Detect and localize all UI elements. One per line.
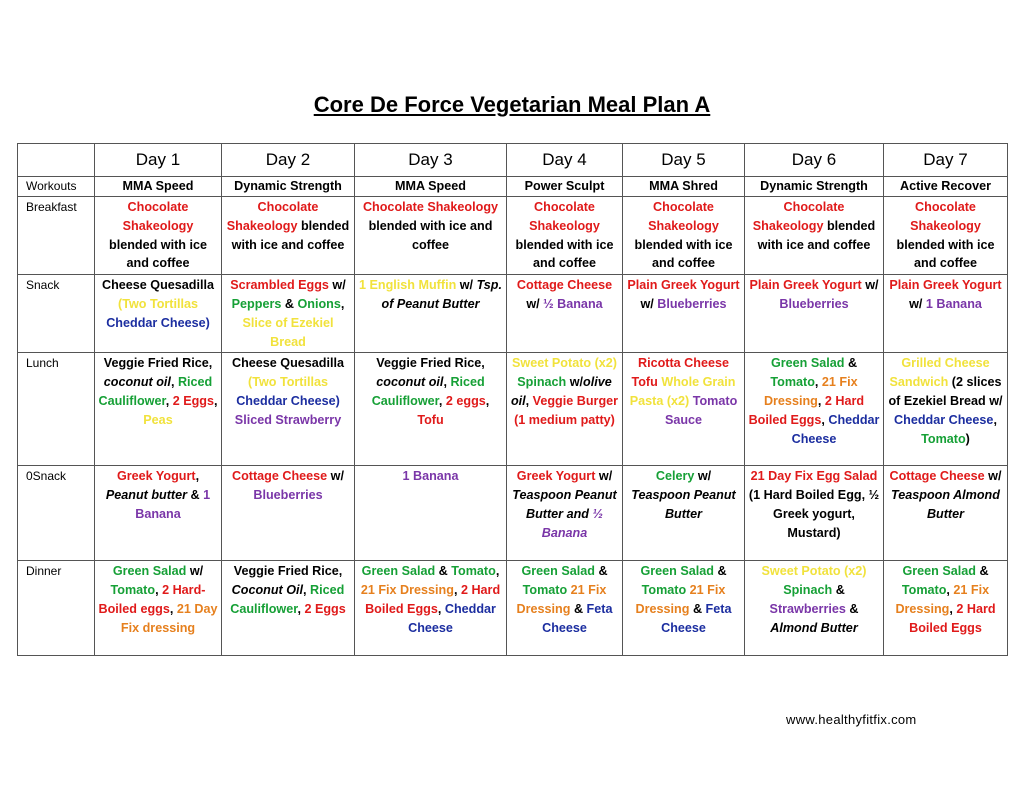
food-item: Sweet Potato (x2): [512, 356, 617, 371]
food-item: Blueberries: [253, 488, 323, 503]
meal-cell: [884, 275, 1008, 353]
food-item: 21 Fix Dressing: [516, 583, 607, 616]
food-item: ,: [814, 375, 822, 390]
food-item: w/: [526, 296, 544, 311]
food-item: &: [845, 601, 859, 616]
snack-row: [18, 275, 1008, 353]
food-item: Strawberries: [769, 601, 846, 616]
food-item: 21 Day Fix Egg Salad: [750, 469, 878, 484]
dinner-row: [18, 561, 1008, 656]
food-item: Tomato: [901, 583, 947, 598]
meal-cell: [884, 353, 1008, 466]
page-title: Core De Force Vegetarian Meal Plan A: [313, 92, 711, 117]
food-item: ,: [213, 393, 218, 408]
workout-cell: MMA Speed: [355, 177, 507, 197]
row-label: 0Snack: [18, 466, 95, 561]
food-item: Cheddar Cheese: [894, 412, 994, 427]
food-item: Riced Cauliflower: [230, 583, 345, 616]
meal-cell: [507, 353, 623, 466]
meal-cell: [95, 353, 222, 466]
food-item: Cheese Quesadilla: [102, 278, 214, 293]
food-item: Feta Cheese: [542, 601, 613, 635]
food-item: w/: [861, 278, 879, 293]
food-item: ,: [443, 375, 451, 390]
food-item: Celery: [655, 469, 695, 484]
food-item: blended with ice and coffee: [368, 218, 493, 252]
food-item: Tomato: [921, 431, 966, 446]
food-item: Green Salad: [640, 564, 714, 579]
food-item: &: [187, 488, 204, 503]
food-item: ,: [303, 583, 311, 598]
meal-cell: [222, 561, 355, 656]
food-item: Tomato: [522, 583, 568, 598]
food-item: 2 Hard Boiled Eggs: [365, 583, 501, 616]
food-item: 1 English Muffin: [359, 278, 457, 293]
food-item: Plain Greek Yogurt: [889, 278, 1002, 293]
food-item: Plain Greek Yogurt: [749, 278, 862, 293]
meal-cell: [884, 466, 1008, 561]
food-item: Ricotta Cheese Tofu: [631, 356, 729, 390]
day-header: Day 5: [623, 144, 745, 177]
food-item: Blueberries: [779, 296, 849, 311]
food-item: ½ Banana: [543, 296, 603, 311]
food-item: 2 Hard-Boiled eggs: [98, 583, 206, 616]
meal-cell: [507, 466, 623, 561]
food-item: coconut oil: [103, 375, 171, 390]
food-item: Tomato: [451, 564, 496, 579]
meal-cell: [745, 353, 884, 466]
food-item: 21 Day Fix dressing: [120, 601, 218, 635]
food-item: Cottage Cheese: [232, 469, 328, 484]
food-item: w/: [456, 278, 477, 293]
food-item: Tomato: [110, 583, 156, 598]
food-item: (Two Tortillas: [118, 296, 198, 311]
food-item: w/: [595, 469, 613, 484]
food-item: ,: [437, 601, 445, 616]
meal-cell: [623, 197, 745, 275]
food-item: ,: [821, 412, 829, 427]
food-item: Greek Yogurt: [516, 469, 596, 484]
food-item: Feta Cheese: [661, 601, 732, 635]
workout-cell: Active Recover: [884, 177, 1008, 197]
food-item: Almond Butter: [770, 620, 858, 635]
meal-cell: [507, 197, 623, 275]
food-item: 21 Fix Dressing: [763, 375, 858, 408]
meal-cell: [745, 275, 884, 353]
food-item: ): [965, 431, 970, 446]
food-item: Cheddar Cheese: [408, 601, 496, 635]
meal-cell: [355, 197, 507, 275]
food-item: Sliced Strawberry: [234, 412, 342, 427]
food-item: ,: [485, 393, 490, 408]
day-header: Day 3: [355, 144, 507, 177]
meal-cell: [745, 197, 884, 275]
meal-cell: [222, 466, 355, 561]
food-item: &: [713, 564, 727, 579]
food-item: blended with ice and coffee: [515, 237, 614, 271]
meal-cell: [95, 561, 222, 656]
food-item: 2 eggs: [445, 393, 486, 408]
food-item: Tsp. of Peanut Butter: [381, 278, 502, 311]
food-item: ,: [946, 583, 954, 598]
food-item: ,: [949, 601, 957, 616]
food-item: Onions: [297, 296, 341, 311]
food-item: Chocolate Shakeology: [648, 200, 719, 233]
row-label: Snack: [18, 275, 95, 353]
food-item: Chocolate Shakeology: [226, 200, 319, 233]
food-item: Chocolate Shakeology: [122, 200, 194, 233]
food-item: Spinach: [517, 375, 567, 390]
workout-cell: MMA Shred: [623, 177, 745, 197]
meal-plan-table: [17, 143, 1008, 656]
food-item: w/: [327, 469, 344, 484]
meal-cell: [623, 466, 745, 561]
food-item: Teaspoon Peanut Butter: [631, 488, 736, 521]
food-item: ,: [170, 375, 178, 390]
snack2-row: [18, 466, 1008, 561]
food-item: Cheese Quesadilla: [232, 356, 344, 371]
meal-cell: [95, 197, 222, 275]
food-item: Tofu: [417, 412, 444, 427]
food-item: Plain Greek Yogurt: [627, 278, 740, 293]
food-item: w/: [984, 469, 1002, 484]
food-item: ,: [453, 583, 461, 598]
lunch-row: [18, 353, 1008, 466]
food-item: Veggie Fried Rice,: [103, 356, 213, 371]
food-item: w/: [909, 296, 926, 311]
meal-cell: [623, 353, 745, 466]
food-item: olive oil: [510, 375, 612, 408]
food-item: Green Salad: [112, 564, 187, 579]
food-item: &: [689, 601, 706, 616]
food-item: Slice of Ezekiel Bread: [242, 315, 334, 349]
food-item: Whole Grain Pasta (x2): [629, 375, 736, 408]
food-item: Veggie Fried Rice,: [233, 564, 343, 579]
meal-cell: [355, 353, 507, 466]
food-item: 21 Fix Dressing: [360, 583, 454, 598]
food-item: w/: [694, 469, 712, 484]
row-label: Breakfast: [18, 197, 95, 275]
food-item: 1 Banana: [925, 296, 982, 311]
food-item: Peas: [143, 412, 173, 427]
corner-cell: [18, 144, 95, 177]
food-item: Cottage Cheese: [889, 469, 985, 484]
day-header: Day 4: [507, 144, 623, 177]
food-item: Cottage Cheese: [516, 278, 613, 293]
food-item: Peppers: [231, 296, 282, 311]
food-item: &: [570, 601, 587, 616]
food-item: blended with ice and coffee: [231, 218, 350, 252]
food-item: Veggie Fried Rice,: [376, 356, 485, 371]
workout-cell: Power Sculpt: [507, 177, 623, 197]
food-item: &: [435, 564, 452, 579]
food-item: (Two Tortillas: [248, 375, 328, 390]
food-item: Teaspoon Peanut Butter: [512, 488, 617, 521]
food-item: Sweet Potato (x2): [761, 564, 867, 579]
food-item: ,: [195, 469, 200, 484]
meal-cell: [507, 275, 623, 353]
food-item: Chocolate Shakeology: [910, 200, 981, 233]
workouts-row: [18, 177, 1008, 197]
row-label: Workouts: [18, 177, 95, 197]
meal-cell: [95, 275, 222, 353]
food-item: Green Salad: [361, 564, 436, 579]
food-item: Riced Cauliflower: [371, 375, 485, 408]
day-header: Day 1: [95, 144, 222, 177]
workout-cell: Dynamic Strength: [745, 177, 884, 197]
food-item: ,: [495, 564, 500, 579]
meal-cell: [745, 561, 884, 656]
food-item: ,: [993, 412, 997, 427]
food-item: 1 Banana: [402, 469, 459, 484]
food-item: (2 slices of Ezekiel Bread w/: [888, 375, 1003, 408]
food-item: blended with ice and coffee: [896, 237, 995, 271]
food-item: ,: [817, 393, 825, 408]
food-item: Green Salad: [902, 564, 976, 579]
food-item: Chocolate Shakeology: [362, 200, 499, 214]
food-item: Scrambled Eggs: [230, 278, 329, 293]
meal-cell: [623, 561, 745, 656]
food-item: &: [832, 583, 845, 598]
food-item: Cheddar Cheese: [791, 412, 880, 446]
breakfast-row: [18, 197, 1008, 275]
food-item: blended with ice and coffee: [757, 218, 876, 252]
row-label: Dinner: [18, 561, 95, 656]
food-item: Veggie Burger (1 medium patty): [514, 393, 619, 427]
workout-cell: MMA Speed: [95, 177, 222, 197]
food-item: 21 Fix Dressing: [895, 583, 990, 616]
food-item: Chocolate Shakeology: [752, 200, 845, 233]
food-item: blended with ice and coffee: [109, 237, 207, 271]
food-item: 2 Eggs: [304, 601, 346, 616]
food-item: Tomato: [770, 375, 815, 390]
food-item: and: [563, 506, 593, 521]
food-item: ,: [165, 393, 173, 408]
meal-cell: [355, 466, 507, 561]
food-item: &: [844, 356, 858, 371]
meal-cell: [623, 275, 745, 353]
meal-cell: [355, 275, 507, 353]
food-item: Tomato: [641, 583, 687, 598]
food-item: w/: [566, 375, 584, 390]
food-item: Teaspoon Almond Butter: [891, 488, 1000, 521]
header-row: [18, 144, 1008, 177]
food-item: ,: [297, 601, 305, 616]
food-item: Spinach: [783, 583, 833, 598]
meal-cell: [222, 353, 355, 466]
meal-cell: [884, 197, 1008, 275]
food-item: 2 Hard Boiled Eggs: [748, 393, 865, 427]
meal-cell: [884, 561, 1008, 656]
food-item: &: [281, 296, 298, 311]
meal-cell: [745, 466, 884, 561]
food-item: ,: [438, 393, 446, 408]
meal-cell: [355, 561, 507, 656]
food-item: w/: [328, 278, 346, 293]
food-item: 21 Fix Dressing: [635, 583, 726, 616]
food-item: w/: [186, 564, 204, 579]
food-item: ,: [525, 393, 533, 408]
food-item: 1 Banana: [135, 488, 211, 521]
food-item: Grilled Cheese Sandwich: [889, 356, 990, 390]
food-item: ,: [155, 583, 163, 598]
food-item: ,: [169, 601, 177, 616]
food-item: Green Salad: [770, 356, 845, 371]
food-item: Green Salad: [521, 564, 595, 579]
food-item: Riced Cauliflower: [98, 375, 213, 408]
food-item: 2 Hard Boiled Eggs: [909, 601, 996, 635]
food-item: &: [594, 564, 608, 579]
food-item: Peanut butter: [105, 488, 188, 503]
food-item: coconut oil: [376, 375, 444, 390]
food-item: Cheddar Cheese): [236, 393, 340, 408]
meal-cell: [222, 275, 355, 353]
workout-cell: Dynamic Strength: [222, 177, 355, 197]
food-item: Greek Yogurt: [116, 469, 196, 484]
day-header: Day 2: [222, 144, 355, 177]
food-item: w/: [640, 296, 658, 311]
day-header: Day 7: [884, 144, 1008, 177]
row-label: Lunch: [18, 353, 95, 466]
food-item: Tomato Sauce: [664, 393, 738, 427]
food-item: Cheddar Cheese): [106, 315, 210, 330]
footer-url: www.healthyfitfix.com: [786, 712, 917, 727]
food-item: &: [975, 564, 989, 579]
food-item: Chocolate Shakeology: [529, 200, 600, 233]
food-item: blended with ice and coffee: [634, 237, 733, 271]
food-item: (1 Hard Boiled Egg, ½ Greek yogurt, Mustard): [748, 488, 880, 540]
day-header: Day 6: [745, 144, 884, 177]
food-item: 2 Eggs: [172, 393, 214, 408]
food-item: Blueberries: [657, 296, 727, 311]
food-item: ½ Banana: [541, 506, 603, 540]
meal-cell: [95, 466, 222, 561]
meal-cell: [507, 561, 623, 656]
food-item: ,: [340, 296, 345, 311]
food-item: Coconut Oil: [231, 583, 304, 598]
meal-cell: [222, 197, 355, 275]
